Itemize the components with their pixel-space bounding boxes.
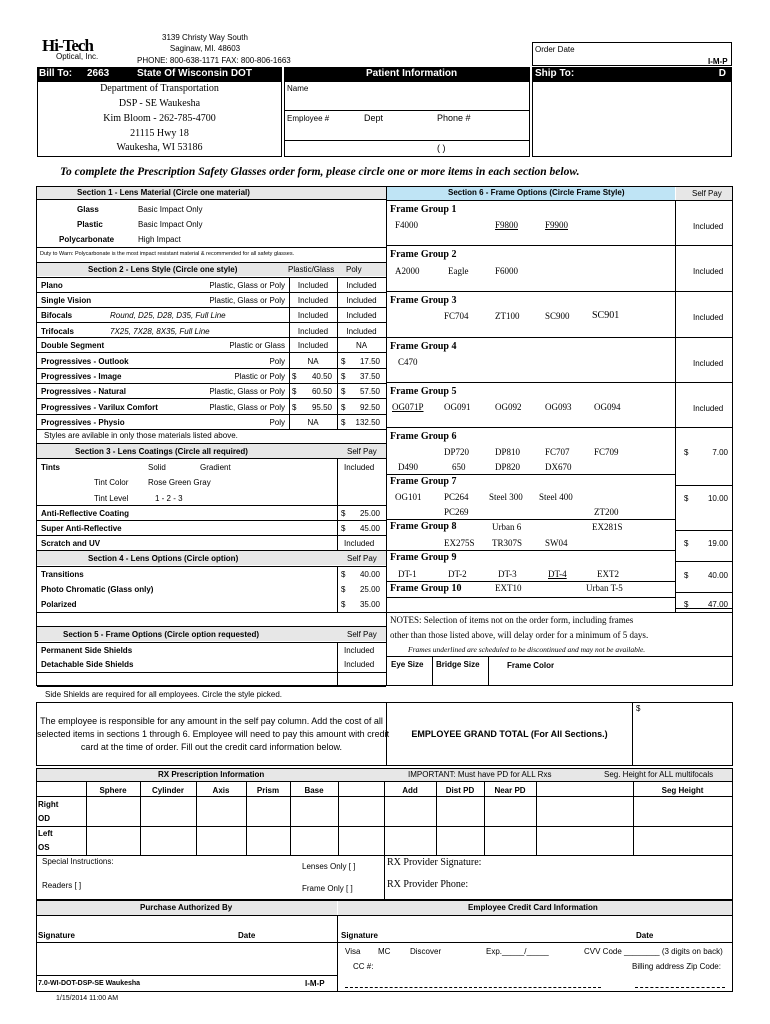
s2-row-divider bbox=[37, 352, 386, 353]
s5-detachable[interactable]: Detachable Side Shields bbox=[41, 660, 134, 669]
rx-col-divider bbox=[290, 781, 291, 855]
frame-steel300[interactable]: Steel 300 bbox=[489, 492, 523, 502]
frame-group-included: Included bbox=[693, 222, 724, 231]
s3-title: Section 3 - Lens Coatings (Circle all required) bbox=[75, 447, 248, 456]
s2-row-col2: 37.50 bbox=[359, 372, 380, 381]
s2-row-col2: Included bbox=[346, 311, 377, 320]
rx-col-header: Dist PD bbox=[445, 786, 475, 795]
s2-row-material: Plastic or Glass bbox=[229, 341, 285, 350]
bill-to-bar bbox=[37, 67, 282, 81]
d-code: D bbox=[718, 68, 726, 79]
s2-row-dollar-b: $ bbox=[341, 357, 346, 366]
frame-dt4[interactable]: DT-4 bbox=[548, 569, 567, 579]
cc-exp[interactable]: Exp._____/_____ bbox=[486, 947, 549, 956]
purchase-signature[interactable]: Signature bbox=[38, 931, 75, 940]
rx-os: OS bbox=[38, 843, 50, 852]
frame-group-price: 7.00 bbox=[712, 448, 728, 457]
frame-group-dollar: $ bbox=[684, 571, 689, 580]
s1-title: Section 1 - Lens Material (Circle one material) bbox=[77, 188, 250, 197]
cc-visa[interactable]: Visa bbox=[345, 947, 361, 956]
s2-row-name[interactable]: Progressives - Image bbox=[41, 372, 122, 381]
s2-row-dollar-b: $ bbox=[341, 403, 346, 412]
frame-group-included: Included bbox=[693, 313, 724, 322]
rx-col-header: Add bbox=[402, 786, 418, 795]
rx-col-header: Sphere bbox=[99, 786, 127, 795]
s2-row-material: Plastic, Glass or Poly bbox=[209, 296, 285, 305]
s2-row-col2: Included bbox=[346, 327, 377, 336]
frame-group-divider bbox=[387, 550, 675, 551]
frame-group-divider bbox=[387, 597, 675, 598]
bill-to-num: 2663 bbox=[87, 68, 110, 79]
frame-ex275s[interactable]: EX275S bbox=[444, 538, 475, 548]
rx-col-divider bbox=[140, 781, 141, 855]
s2-row-col1: 95.50 bbox=[311, 403, 332, 412]
frame-group-included: Included bbox=[693, 404, 724, 413]
s4-photo-dollar: $ bbox=[341, 585, 346, 594]
notes-line1: NOTES: Selection of items not on the order form, including frames bbox=[390, 615, 634, 625]
s2-row-name[interactable]: Progressives - Varilux Comfort bbox=[41, 403, 158, 412]
bill-line-2: DSP - SE Waukesha bbox=[118, 98, 201, 109]
s2-row-dollar-a: $ bbox=[292, 372, 297, 381]
s4-polarized-value: 35.00 bbox=[359, 600, 380, 609]
bill-line-5: Waukesha, WI 53186 bbox=[116, 142, 203, 153]
frame-d490[interactable]: D490 bbox=[398, 462, 418, 472]
s1-poly[interactable]: Polycarbonate bbox=[59, 235, 115, 244]
s2-row-col1: Included bbox=[297, 311, 329, 320]
s2-row-dollar-b: $ bbox=[341, 418, 346, 427]
s3-ar-value: 25.00 bbox=[359, 509, 380, 518]
cc-zip[interactable]: Billing address Zip Code: bbox=[632, 962, 721, 971]
frame-group-dollar: $ bbox=[684, 600, 689, 609]
frame-dp720[interactable]: DP720 bbox=[444, 447, 470, 457]
s4-transitions[interactable]: Transitions bbox=[41, 570, 84, 579]
frame-group-included: Included bbox=[693, 267, 724, 276]
s2-row-divider bbox=[37, 292, 386, 293]
frame-zt100[interactable]: ZT100 bbox=[495, 311, 520, 321]
frame-group-divider bbox=[387, 382, 733, 383]
grand-total-dollar[interactable]: $ bbox=[636, 704, 641, 713]
logo-text: Hi-Tech bbox=[42, 36, 93, 55]
frame-group-price: 40.00 bbox=[707, 571, 728, 580]
s1-glass-desc: Basic Impact Only bbox=[138, 205, 203, 214]
frame-dp820[interactable]: DP820 bbox=[495, 462, 521, 472]
frame-group-title: Frame Group 9 bbox=[390, 552, 457, 563]
bill-line-4: 21115 Hwy 18 bbox=[130, 128, 189, 139]
frame-650[interactable]: 650 bbox=[452, 462, 466, 472]
frame-group-divider bbox=[387, 427, 733, 428]
s2-col2: Poly bbox=[346, 265, 362, 274]
s2-row-divider bbox=[37, 429, 386, 430]
s2-row-divider bbox=[37, 337, 386, 338]
frame-steel400[interactable]: Steel 400 bbox=[539, 492, 573, 502]
rx-col-divider bbox=[633, 781, 634, 855]
frame-group-price: 10.00 bbox=[707, 494, 728, 503]
s2-row-col1: 60.50 bbox=[311, 387, 332, 396]
s3-sar-dollar: $ bbox=[341, 524, 346, 533]
frame-eagle[interactable]: Eagle bbox=[448, 266, 469, 276]
frame-dt3[interactable]: DT-3 bbox=[498, 569, 517, 579]
s5-permanent[interactable]: Permanent Side Shields bbox=[41, 646, 133, 655]
frame-group-divider bbox=[387, 474, 675, 475]
rx-col-divider bbox=[246, 781, 247, 855]
bill-line-1: Department of Transportation bbox=[100, 83, 219, 94]
resp-line1: The employee is responsible for any amount in the self pay column. Add the cost of all bbox=[40, 716, 383, 726]
frame-ex281s[interactable]: EX281S bbox=[592, 522, 623, 532]
frame-fc704[interactable]: FC704 bbox=[444, 311, 469, 321]
s3-ar-dollar: $ bbox=[341, 509, 346, 518]
s2-row-divider bbox=[37, 383, 386, 384]
s2-row-dollar-b: $ bbox=[341, 387, 346, 396]
rx-col-header: Axis bbox=[212, 786, 230, 795]
company-logo bbox=[42, 36, 104, 62]
s3-colors[interactable]: Rose Green Gray bbox=[148, 478, 211, 487]
rx-col-header: Near PD bbox=[494, 786, 526, 795]
s1-glass[interactable]: Glass bbox=[77, 205, 99, 214]
s4-polarized-dollar: $ bbox=[341, 600, 346, 609]
s2-row-options[interactable]: Round, D25, D28, D35, Full Line bbox=[110, 311, 226, 320]
s6-selfpay: Self Pay bbox=[692, 189, 722, 198]
s1-note: Duty to Warn: Polycarbonate is the most impact resistant material & recommended for all safety glasses. bbox=[40, 251, 295, 257]
rx-col-divider bbox=[196, 781, 197, 855]
s2-row-name[interactable]: Plano bbox=[41, 281, 63, 290]
rx-col-divider bbox=[338, 781, 339, 855]
frame-fc707[interactable]: FC707 bbox=[545, 447, 570, 457]
bill-line-3: Kim Bloom - 262-785-4700 bbox=[103, 113, 216, 124]
s2-row-col2: Included bbox=[346, 281, 377, 290]
s2-row-col2: 57.50 bbox=[359, 387, 380, 396]
frame-ext2[interactable]: EXT2 bbox=[597, 569, 619, 579]
s2-row-divider bbox=[37, 398, 386, 399]
s2-row-col2: Included bbox=[346, 296, 377, 305]
s2-row-dollar-b: $ bbox=[341, 372, 346, 381]
frame-urban6[interactable]: Urban 6 bbox=[492, 522, 522, 532]
phone-fax: PHONE: 800-638-1171 FAX: 800-806-1663 bbox=[137, 56, 291, 65]
frame-group-title: Frame Group 6 bbox=[390, 431, 457, 442]
s6-title: Section 6 - Frame Options (Circle Frame Style) bbox=[448, 188, 625, 197]
s5-detachable-value: Included bbox=[344, 660, 375, 669]
frame-og092[interactable]: OG092 bbox=[495, 402, 522, 412]
s2-row-name[interactable]: Double Segment bbox=[41, 341, 105, 350]
imp-code: I-M-P bbox=[708, 57, 728, 66]
s3-gradient[interactable]: Gradient bbox=[200, 463, 231, 472]
frame-sc901[interactable]: SC901 bbox=[592, 310, 620, 321]
s3-selfpay: Self Pay bbox=[347, 447, 377, 456]
frame-group-dollar: $ bbox=[684, 494, 689, 503]
s2-row-col1: 40.50 bbox=[311, 372, 332, 381]
s2-row-material: Poly bbox=[269, 418, 285, 427]
rx-provider-phone[interactable]: RX Provider Phone: bbox=[387, 879, 469, 890]
s4-polarized[interactable]: Polarized bbox=[41, 600, 77, 609]
s4-selfpay: Self Pay bbox=[347, 554, 377, 563]
form-code: 7.0-WI-DOT-DSP-SE Waukesha bbox=[38, 980, 141, 987]
s2-row-material: Poly bbox=[269, 357, 285, 366]
rx-col-header: Seg Height bbox=[661, 786, 704, 795]
s2-row-divider bbox=[37, 322, 386, 323]
rx-col-divider bbox=[86, 781, 87, 855]
s2-row-material: Plastic, Glass or Poly bbox=[209, 403, 285, 412]
addr-line1: 3139 Christy Way South bbox=[162, 33, 248, 42]
rx-col-header: Cylinder bbox=[151, 786, 184, 795]
frame-group-title: Frame Group 7 bbox=[390, 476, 457, 487]
s2-row-divider bbox=[37, 414, 386, 415]
cc-mc[interactable]: MC bbox=[378, 947, 391, 956]
s2-row-col1: Included bbox=[297, 327, 329, 336]
frame-only-option[interactable]: Frame Only [ ] bbox=[302, 884, 353, 893]
ship-bar bbox=[532, 67, 732, 81]
dept-label: Dept bbox=[364, 113, 384, 123]
s1-plastic[interactable]: Plastic bbox=[77, 220, 103, 229]
frame-group-price: 19.00 bbox=[707, 539, 728, 548]
s2-row-col1: Included bbox=[297, 341, 329, 350]
s2-row-material: Plastic, Glass or Poly bbox=[209, 281, 285, 290]
notes-line2: other than those listed above, will delay order for a minimum of 5 days. bbox=[390, 630, 649, 640]
instruction-text: To complete the Prescription Safety Glasses order form, please circle one or more items in each section below. bbox=[60, 166, 580, 178]
price-divider bbox=[675, 561, 733, 562]
cc-signature[interactable]: Signature bbox=[341, 931, 378, 940]
form-imp: I-M-P bbox=[305, 979, 325, 988]
rx-od: OD bbox=[38, 814, 50, 823]
s2-row-name[interactable]: Trifocals bbox=[41, 327, 74, 336]
s4-transitions-dollar: $ bbox=[341, 570, 346, 579]
frame-tr307s[interactable]: TR307S bbox=[492, 538, 523, 548]
s2-row-name[interactable]: Progressives - Physio bbox=[41, 418, 125, 427]
s2-row-material: Plastic or Poly bbox=[234, 372, 285, 381]
s5-selfpay: Self Pay bbox=[347, 630, 377, 639]
s3-ar[interactable]: Anti-Reflective Coating bbox=[41, 509, 130, 518]
s3-solid[interactable]: Solid bbox=[148, 463, 166, 472]
s4-title: Section 4 - Lens Options (Circle option) bbox=[88, 554, 239, 563]
s2-row-divider bbox=[37, 307, 386, 308]
frame-og094[interactable]: OG094 bbox=[594, 402, 621, 412]
s2-row-col2: NA bbox=[355, 341, 368, 350]
s1-poly-desc: High Impact bbox=[138, 235, 181, 244]
price-divider bbox=[675, 608, 733, 609]
s2-row-col2: 132.50 bbox=[355, 418, 380, 427]
frame-dp810[interactable]: DP810 bbox=[495, 447, 521, 457]
s2-row-name[interactable]: Single Vision bbox=[41, 296, 92, 305]
s3-scratch-value: Included bbox=[344, 539, 375, 548]
notes-line3: Frames underlined are scheduled to be discontinued and may not be available. bbox=[408, 645, 646, 654]
cc-title: Employee Credit Card Information bbox=[468, 903, 598, 912]
s2-row-dollar-a: $ bbox=[292, 387, 297, 396]
rx-col-header: Prism bbox=[256, 786, 280, 795]
frame-f4000[interactable]: F4000 bbox=[395, 220, 419, 230]
rx-left: Left bbox=[38, 829, 53, 838]
frame-group-price: 47.00 bbox=[707, 600, 728, 609]
s1-plastic-desc: Basic Impact Only bbox=[138, 220, 203, 229]
s2-row-col1: Included bbox=[297, 281, 329, 290]
frame-group-divider bbox=[387, 245, 733, 246]
logo-sub: Optical, Inc. bbox=[56, 52, 99, 61]
lenses-only-option[interactable]: Lenses Only [ ] bbox=[302, 862, 356, 871]
s2-row-col2: 17.50 bbox=[359, 357, 380, 366]
s4-photo[interactable]: Photo Chromatic (Glass only) bbox=[41, 585, 154, 594]
s3-scratch[interactable]: Scratch and UV bbox=[41, 539, 101, 548]
frame-og091[interactable]: OG091 bbox=[444, 402, 471, 412]
eye-size-label: Eye Size bbox=[391, 660, 424, 669]
purchase-date[interactable]: Date bbox=[238, 931, 256, 940]
phone-blank[interactable]: ( ) bbox=[437, 143, 446, 153]
phone-label: Phone # bbox=[437, 113, 471, 123]
s2-row-options[interactable]: 7X25, 7X28, 8X35, Full Line bbox=[110, 327, 210, 336]
s5-permanent-value: Included bbox=[344, 646, 375, 655]
frame-pc269[interactable]: PC269 bbox=[444, 507, 469, 517]
s2-row-name[interactable]: Progressives - Natural bbox=[41, 387, 126, 396]
frame-group-title: Frame Group 5 bbox=[390, 386, 457, 397]
s2-row-divider bbox=[37, 368, 386, 369]
frame-group-title: Frame Group 1 bbox=[390, 204, 457, 215]
s5-note: Side Shields are required for all employees. Circle the style picked. bbox=[45, 690, 283, 699]
resp-line3: card at the time of order. Fill out the credit card information below. bbox=[80, 742, 343, 752]
grand-total-label: EMPLOYEE GRAND TOTAL (For All Sections.) bbox=[411, 729, 608, 739]
ship-label: Ship To: bbox=[535, 68, 575, 79]
frame-group-title: Frame Group 8 bbox=[390, 521, 457, 532]
timestamp: 1/15/2014 11:00 AM bbox=[56, 995, 119, 1002]
rx-seg: Seg. Height for ALL multifocals bbox=[604, 770, 714, 779]
price-divider bbox=[675, 592, 733, 593]
frame-ext10[interactable]: EXT10 bbox=[495, 583, 522, 593]
frame-color-label: Frame Color bbox=[507, 661, 555, 670]
frame-group-dollar: $ bbox=[684, 448, 689, 457]
s2-row-col1: Included bbox=[297, 296, 329, 305]
s2-row-col1: NA bbox=[307, 418, 319, 427]
frame-a2000[interactable]: A2000 bbox=[395, 266, 420, 276]
order-date-label: Order Date bbox=[535, 45, 575, 54]
patient-title: Patient Information bbox=[366, 68, 458, 79]
frame-pc264[interactable]: PC264 bbox=[444, 492, 469, 502]
cc-number[interactable]: CC #: bbox=[353, 962, 374, 971]
addr-line2: Saginaw, MI. 48603 bbox=[169, 44, 241, 53]
rx-provider-signature[interactable]: RX Provider Signature: bbox=[387, 857, 482, 868]
s2-row-material: Plastic, Glass or Poly bbox=[209, 387, 285, 396]
rx-col-divider bbox=[436, 781, 437, 855]
s4-photo-value: 25.00 bbox=[359, 585, 380, 594]
rx-right: Right bbox=[38, 800, 59, 809]
s2-note: Styles are avilable in only those materials listed above. bbox=[44, 431, 238, 440]
frame-group-included: Included bbox=[693, 359, 724, 368]
purchase-title: Purchase Authorized By bbox=[140, 903, 233, 912]
s2-row-col1: NA bbox=[307, 357, 319, 366]
frame-dx670[interactable]: DX670 bbox=[545, 462, 572, 472]
bridge-size-label: Bridge Size bbox=[436, 660, 480, 669]
readers-option[interactable]: Readers [ ] bbox=[42, 881, 82, 890]
ship-box[interactable] bbox=[532, 81, 732, 157]
frame-og101[interactable]: OG101 bbox=[395, 492, 422, 502]
frame-f9800[interactable]: F9800 bbox=[495, 220, 519, 230]
frame-dt2[interactable]: DT-2 bbox=[448, 569, 467, 579]
bill-to-state: State Of Wisconsin DOT bbox=[137, 68, 252, 79]
rx-col-header: Base bbox=[304, 786, 324, 795]
frame-group-title: Frame Group 10 bbox=[390, 583, 462, 594]
frame-sc900[interactable]: SC900 bbox=[545, 311, 570, 321]
cc-discover[interactable]: Discover bbox=[410, 947, 442, 956]
s2-row-col2: 92.50 bbox=[359, 403, 380, 412]
frame-group-title: Frame Group 3 bbox=[390, 295, 457, 306]
name-label: Name bbox=[287, 84, 309, 93]
s3-tints-included: Included bbox=[344, 463, 375, 472]
s2-row-name[interactable]: Progressives - Outlook bbox=[41, 357, 129, 366]
cc-date[interactable]: Date bbox=[636, 931, 654, 940]
frame-group-divider bbox=[387, 581, 675, 582]
frame-group-title: Frame Group 4 bbox=[390, 341, 457, 352]
s2-title: Section 2 - Lens Style (Circle one style) bbox=[88, 265, 238, 274]
frame-group-dollar: $ bbox=[684, 539, 689, 548]
frame-og093[interactable]: OG093 bbox=[545, 402, 572, 412]
s5-title: Section 5 - Frame Options (Circle option requested) bbox=[63, 630, 260, 639]
special-instructions[interactable]: Special Instructions: bbox=[42, 857, 114, 866]
s3-tint-level: Tint Level bbox=[94, 494, 129, 503]
frame-group-title: Frame Group 2 bbox=[390, 249, 457, 260]
frame-fc709[interactable]: FC709 bbox=[594, 447, 619, 457]
frame-dt1[interactable]: DT-1 bbox=[398, 569, 417, 579]
patient-bar bbox=[284, 67, 530, 81]
frame-urban-t5[interactable]: Urban T-5 bbox=[586, 583, 623, 593]
price-divider bbox=[675, 530, 733, 531]
s2-row-name[interactable]: Bifocals bbox=[41, 311, 73, 320]
frame-og071p[interactable]: OG071P bbox=[392, 402, 424, 412]
rx-col-divider bbox=[536, 781, 537, 855]
frame-c470[interactable]: C470 bbox=[398, 357, 418, 367]
rx-title: RX Prescription Information bbox=[158, 770, 265, 779]
s4-transitions-value: 40.00 bbox=[359, 570, 380, 579]
s3-levels[interactable]: 1 - 2 - 3 bbox=[155, 494, 183, 503]
frame-group-divider bbox=[387, 519, 675, 520]
frame-f6000[interactable]: F6000 bbox=[495, 266, 519, 276]
price-divider bbox=[675, 485, 733, 486]
bill-to-label: Bill To: bbox=[39, 68, 73, 79]
frame-group-divider bbox=[387, 337, 733, 338]
frame-sw04[interactable]: SW04 bbox=[545, 538, 568, 548]
s3-sar-value: 45.00 bbox=[359, 524, 380, 533]
frame-group-divider bbox=[387, 291, 733, 292]
frame-f9900[interactable]: F9900 bbox=[545, 220, 569, 230]
employee-label: Employee # bbox=[287, 114, 330, 123]
s3-tints: Tints bbox=[41, 463, 60, 472]
s2-col1: Plastic/Glass bbox=[288, 265, 335, 274]
s3-sar[interactable]: Super Anti-Reflective bbox=[41, 524, 122, 533]
cc-cvv[interactable]: CVV Code ________ (3 digits on back) bbox=[584, 947, 723, 956]
s3-tint-color: Tint Color bbox=[94, 478, 129, 487]
rx-col-divider bbox=[484, 781, 485, 855]
rx-important: IMPORTANT: Must have PD for ALL Rxs bbox=[408, 770, 552, 779]
s2-row-dollar-a: $ bbox=[292, 403, 297, 412]
resp-line2: selected items in sections 1 through 6. Employee will need to pay this amount with credit bbox=[37, 729, 390, 739]
frame-zt200[interactable]: ZT200 bbox=[594, 507, 619, 517]
rx-col-divider bbox=[384, 781, 385, 855]
